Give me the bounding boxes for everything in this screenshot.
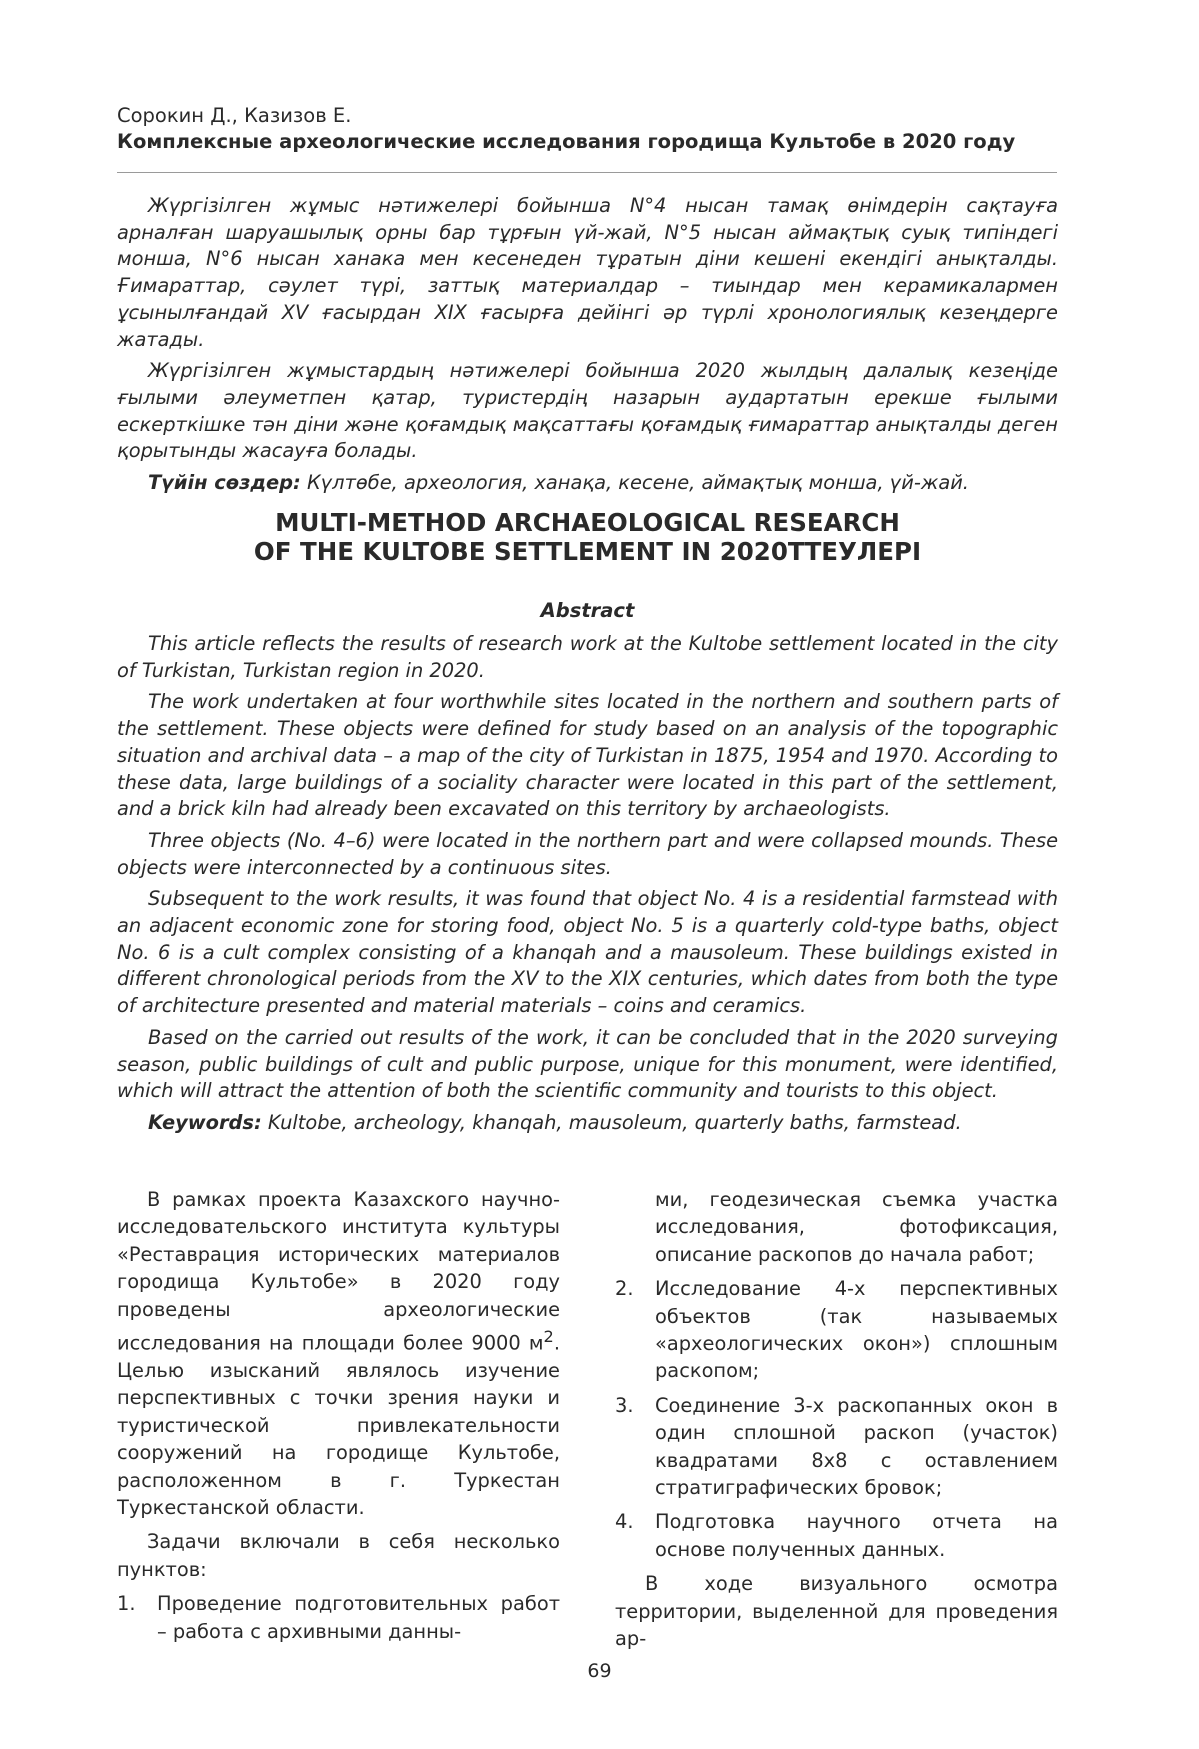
list-item-text: Подготовка научного отчета на основе полученных данных.	[655, 1510, 1058, 1561]
kazakh-keywords-label: Түйін сөздер:	[148, 471, 301, 495]
body-paragraph: Задачи включали в себя несколько пунктов:	[117, 1530, 560, 1581]
abstract-paragraph: Subsequent to the work results, it was found that object No. 4 is a residential farmstead with an adjacent economic zone for storing food, object No. 5 is a quarterly cold-type baths, object No. 6 is a cult complex consisting of a khanqah and a mausoleum. These buildings existed in different chronological periods from the XV to the XIX centuries, which dates from both the type of architecture presented and material materials – coins and ceramics.	[117, 887, 1058, 1018]
kazakh-keywords	[117, 470, 1058, 497]
list-item	[117, 1590, 560, 1645]
english-title-line: MULTI-METHOD ARCHAEOLOGICAL RESEARCH	[275, 508, 900, 537]
kazakh-paragraph: Жүргізілген жұмыстардың нәтижелері бойынша 2020 жылдың далалық кезеңіде ғылыми әлеуметпен қатар, туристердің назарын аудартатын ерекше ғылыми ескерткішке тән діни және қоғамдық мақсаттағы қоғамдық ғимараттар анықталды деген қорытынды жасауға болады.	[117, 359, 1058, 463]
english-abstract	[117, 631, 1058, 1142]
running-header	[117, 103, 1057, 155]
running-title: Комплексные археологические исследования городища Культобе в 2020 году	[117, 130, 1016, 153]
list-item	[615, 1275, 1058, 1385]
body-column-right	[615, 1186, 1058, 1660]
abstract-paragraph: Based on the carried out results of the work, it can be concluded that in the 2020 surveying season, public buildings of cult and public purpose, unique for this monument, were identified, which will attract the attention of both the scientific community and tourists to this object.	[117, 1025, 1058, 1103]
english-keywords-label: Keywords:	[148, 1110, 262, 1134]
list-item-text: Исследование 4-х перспективных объектов (так называемых «археологических окон») сплошным раскопом;	[655, 1277, 1058, 1383]
english-title-line: OF THE KULTOBE SETTLEMENT IN 2020ТТЕУЛЕРІ	[253, 537, 922, 566]
superscript: 2	[543, 1327, 554, 1347]
list-item-continued	[615, 1186, 1058, 1268]
list-item	[615, 1508, 1058, 1563]
kazakh-paragraph: Жүргізілген жұмыс нәтижелері бойынша N°4 нысан тамақ өнімдерін сақтауға арналған шаруашылық орны бар тұрғын үй-жай, N°5 нысан аймақтық суық типіндегі монша, N°6 нысан ханака мен кесенеден тұратын діни кешені екендігі анықталды. Ғимараттар, сәулет түрі, заттық материалдар – тиындар мен керамикалармен ұсынылғандай XV ғасырдан XIX ғасырға дейінгі әр түрлі хронологиялық кезеңдерге жатады.	[117, 194, 1058, 351]
english-title	[117, 508, 1058, 566]
header-divider	[117, 172, 1057, 173]
kazakh-keywords-text: Күлтөбе, археология, ханақа, кесене, аймақтық монша, үй-жай.	[300, 471, 969, 495]
abstract-paragraph: The work undertaken at four worthwhile sites located in the northern and southern parts of the settlement. These objects were defined for study based on an analysis of the topographic situation and archival data – a map of the city of Turkistan in 1875, 1954 and 1970. According to these data, large buildings of a sociality character were located in this part of the settlement, and a brick kiln had already been excavated on this territory by archaeologists.	[117, 690, 1058, 821]
body-text: В рамках проекта Казахского научно-исследовательского института культуры «Реставрация исторических материалов городища Культобе» в 2020 году проведены археологические исследования на площади более 9000 м	[117, 1188, 560, 1355]
task-list-continued	[615, 1186, 1058, 1563]
english-keywords-text: Kultobe, archeology, khanqah, mausoleum, quarterly baths, farmstead.	[261, 1110, 962, 1134]
list-number: 3.	[615, 1393, 634, 1417]
list-number: 1.	[117, 1592, 136, 1616]
abstract-paragraph: This article reflects the results of research work at the Kultobe settlement located in the city of Turkistan, Turkistan region in 2020.	[117, 632, 1058, 682]
authors: Сорокин Д., Казизов Е.	[117, 104, 352, 127]
list-item-text: Проведение подготовительных работ – работа с архивными данны-	[157, 1592, 560, 1643]
list-item	[615, 1392, 1058, 1502]
abstract-paragraph: Three objects (No. 4–6) were located in the northern part and were collapsed mounds. These objects were interconnected by a continuous sites.	[117, 828, 1058, 879]
list-item-text: Соединение 3-х раскопанных окон в один сплошной раскоп (участок) квадратами 8х8 с оставлением стратиграфических бровок;	[655, 1393, 1058, 1500]
kazakh-abstract	[117, 193, 1058, 502]
body-column-left	[117, 1186, 560, 1652]
page-number: 69	[587, 1660, 612, 1682]
list-item-text: ми, геодезическая съемка участка исследования, фотофиксация, описание раскопов до начала работ;	[655, 1188, 1058, 1266]
abstract-heading: Abstract	[540, 599, 635, 622]
body-paragraph: В ходе визуального осмотра территории, выделенной для проведения ар-	[615, 1572, 1058, 1651]
list-number: 2.	[615, 1277, 634, 1301]
list-number: 4.	[615, 1510, 634, 1534]
body-paragraph	[117, 1186, 560, 1521]
body-text: . Целью изысканий являлось изучение перспективных с точки зрения науки и туристической привлекательности сооружений на городище Культобе, расположенном в г. Туркестан Туркестанской области.	[117, 1331, 560, 1519]
task-list	[117, 1590, 560, 1645]
english-keywords	[117, 1110, 1058, 1137]
